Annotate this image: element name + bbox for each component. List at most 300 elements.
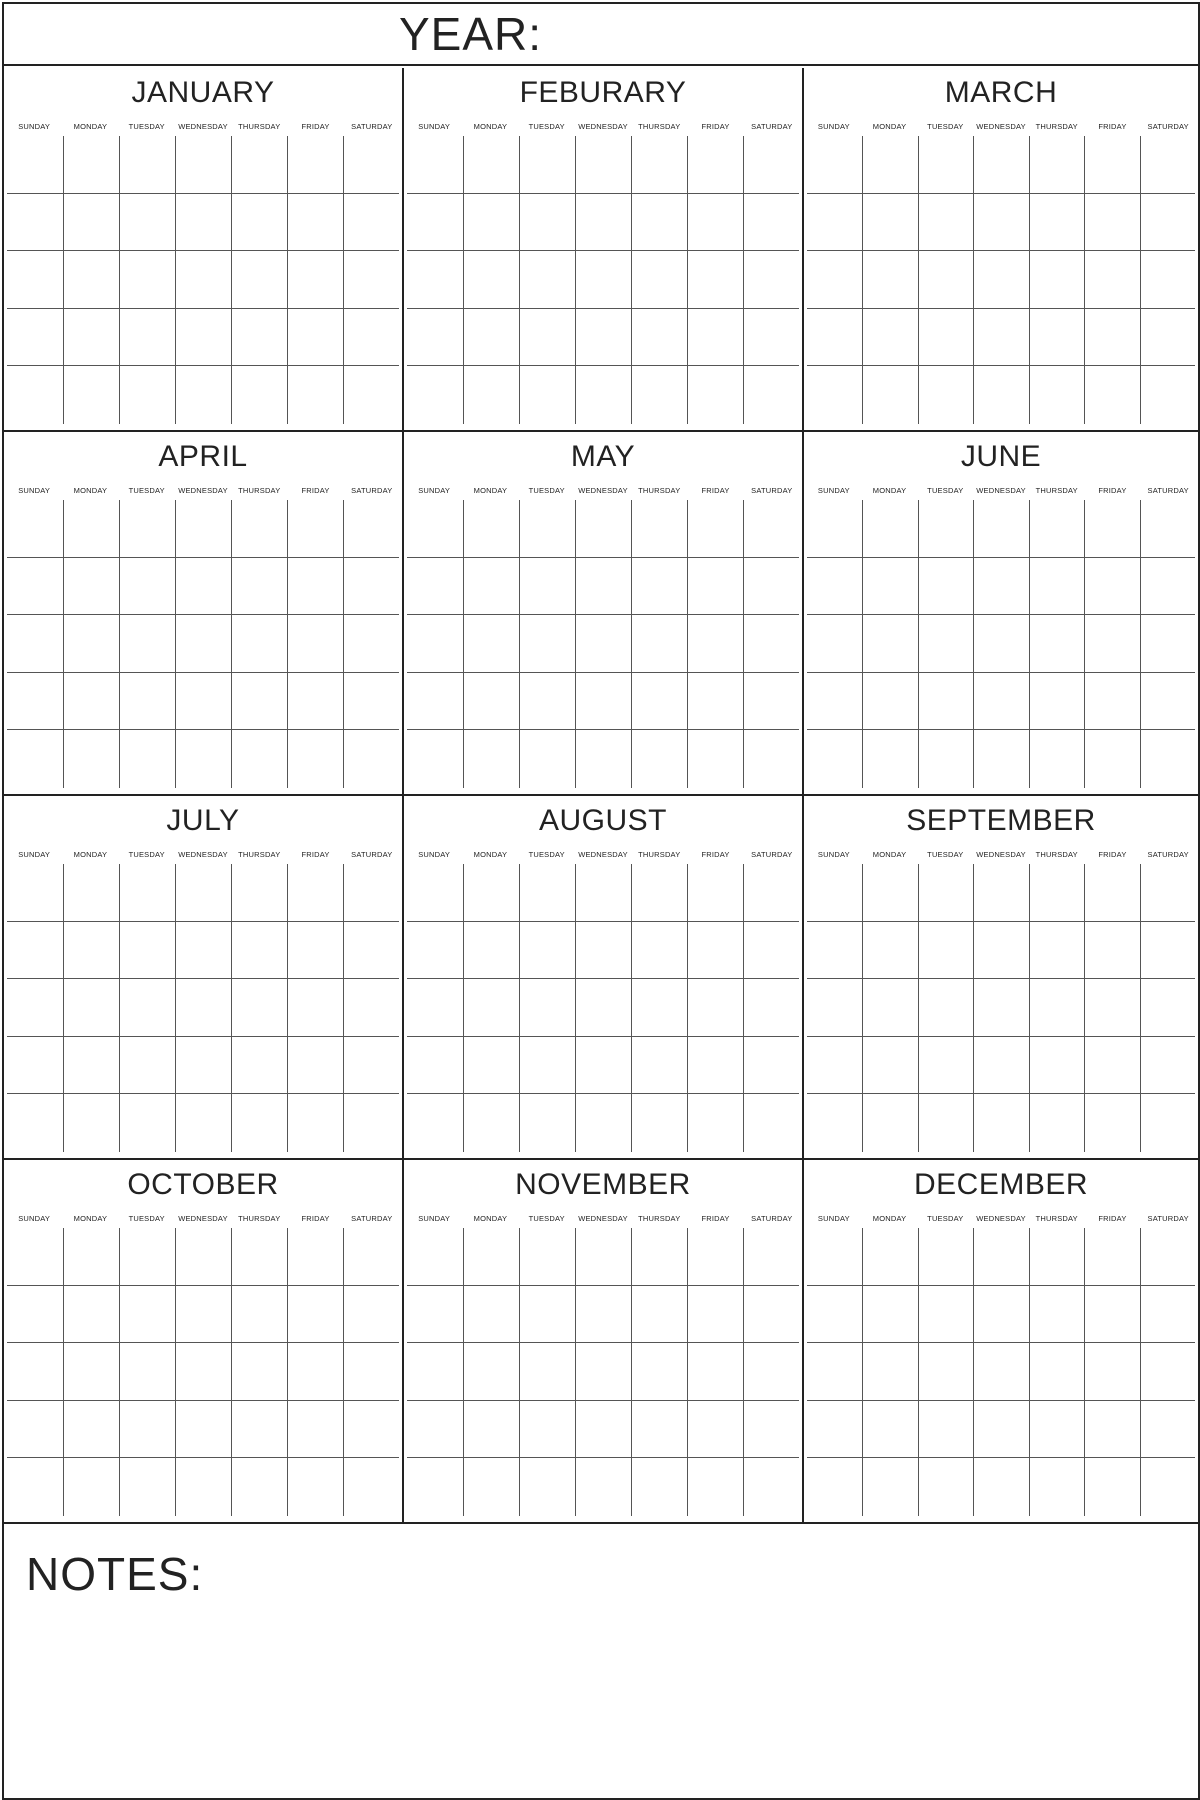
day-cell[interactable]	[7, 251, 63, 309]
day-cell[interactable]	[1140, 1037, 1195, 1095]
day-cell[interactable]	[631, 1228, 687, 1286]
day-cell[interactable]	[63, 194, 119, 252]
day-cell[interactable]	[1029, 673, 1084, 731]
day-cell[interactable]	[175, 366, 231, 424]
day-cell[interactable]	[7, 1037, 63, 1095]
day-cell[interactable]	[575, 979, 631, 1037]
day-cell[interactable]	[343, 500, 399, 558]
day-cell[interactable]	[343, 1037, 399, 1095]
day-cell[interactable]	[631, 136, 687, 194]
day-cell[interactable]	[1140, 558, 1195, 616]
day-cell[interactable]	[862, 1458, 917, 1516]
day-cell[interactable]	[743, 979, 799, 1037]
day-cell[interactable]	[918, 1094, 973, 1152]
day-cell[interactable]	[631, 1286, 687, 1344]
day-cell[interactable]	[407, 309, 463, 367]
day-cell[interactable]	[407, 366, 463, 424]
day-cell[interactable]	[973, 1343, 1028, 1401]
day-cell[interactable]	[1084, 558, 1139, 616]
day-cell[interactable]	[63, 366, 119, 424]
day-cell[interactable]	[7, 1401, 63, 1459]
day-cell[interactable]	[287, 864, 343, 922]
day-cell[interactable]	[1084, 1401, 1139, 1459]
day-cell[interactable]	[862, 979, 917, 1037]
day-cell[interactable]	[287, 922, 343, 980]
day-cell[interactable]	[463, 864, 519, 922]
day-cell[interactable]	[631, 979, 687, 1037]
day-cell[interactable]	[463, 1286, 519, 1344]
day-cell[interactable]	[743, 251, 799, 309]
day-cell[interactable]	[519, 1286, 575, 1344]
day-cell[interactable]	[231, 251, 287, 309]
day-cell[interactable]	[7, 1228, 63, 1286]
day-cell[interactable]	[1140, 500, 1195, 558]
day-cell[interactable]	[918, 500, 973, 558]
day-cell[interactable]	[343, 1286, 399, 1344]
day-cell[interactable]	[63, 673, 119, 731]
day-cell[interactable]	[63, 1401, 119, 1459]
day-cell[interactable]	[631, 1037, 687, 1095]
day-cell[interactable]	[175, 1228, 231, 1286]
day-cell[interactable]	[519, 251, 575, 309]
day-cell[interactable]	[519, 1343, 575, 1401]
day-cell[interactable]	[175, 864, 231, 922]
day-cell[interactable]	[575, 500, 631, 558]
day-cell[interactable]	[1084, 1037, 1139, 1095]
day-cell[interactable]	[287, 1286, 343, 1344]
day-cell[interactable]	[807, 673, 862, 731]
day-cell[interactable]	[631, 309, 687, 367]
day-cell[interactable]	[463, 1343, 519, 1401]
day-cell[interactable]	[575, 1228, 631, 1286]
day-cell[interactable]	[63, 500, 119, 558]
day-cell[interactable]	[807, 730, 862, 788]
day-cell[interactable]	[119, 558, 175, 616]
day-cell[interactable]	[1140, 309, 1195, 367]
day-cell[interactable]	[463, 558, 519, 616]
day-cell[interactable]	[687, 730, 743, 788]
day-cell[interactable]	[343, 309, 399, 367]
day-cell[interactable]	[1084, 730, 1139, 788]
day-cell[interactable]	[63, 1458, 119, 1516]
day-cell[interactable]	[519, 922, 575, 980]
day-cell[interactable]	[687, 864, 743, 922]
day-cell[interactable]	[631, 251, 687, 309]
day-cell[interactable]	[743, 1343, 799, 1401]
day-cell[interactable]	[407, 1401, 463, 1459]
day-cell[interactable]	[519, 1228, 575, 1286]
day-cell[interactable]	[175, 1094, 231, 1152]
day-cell[interactable]	[918, 615, 973, 673]
day-cell[interactable]	[1140, 1458, 1195, 1516]
day-cell[interactable]	[1084, 673, 1139, 731]
day-cell[interactable]	[687, 1094, 743, 1152]
day-cell[interactable]	[463, 500, 519, 558]
day-cell[interactable]	[862, 309, 917, 367]
day-cell[interactable]	[918, 136, 973, 194]
day-cell[interactable]	[343, 1401, 399, 1459]
day-cell[interactable]	[63, 251, 119, 309]
day-cell[interactable]	[1140, 136, 1195, 194]
day-cell[interactable]	[63, 1343, 119, 1401]
day-cell[interactable]	[63, 309, 119, 367]
day-cell[interactable]	[807, 309, 862, 367]
day-cell[interactable]	[231, 922, 287, 980]
day-cell[interactable]	[687, 979, 743, 1037]
day-cell[interactable]	[63, 979, 119, 1037]
day-cell[interactable]	[7, 1458, 63, 1516]
day-cell[interactable]	[407, 615, 463, 673]
day-cell[interactable]	[631, 673, 687, 731]
day-cell[interactable]	[631, 1401, 687, 1459]
day-cell[interactable]	[918, 922, 973, 980]
day-cell[interactable]	[175, 1458, 231, 1516]
day-cell[interactable]	[463, 673, 519, 731]
day-cell[interactable]	[862, 136, 917, 194]
day-cell[interactable]	[175, 1286, 231, 1344]
day-cell[interactable]	[807, 1286, 862, 1344]
day-cell[interactable]	[807, 922, 862, 980]
day-cell[interactable]	[1029, 1401, 1084, 1459]
day-cell[interactable]	[918, 1286, 973, 1344]
day-cell[interactable]	[343, 194, 399, 252]
day-cell[interactable]	[287, 309, 343, 367]
day-cell[interactable]	[1084, 615, 1139, 673]
day-cell[interactable]	[63, 1228, 119, 1286]
day-cell[interactable]	[918, 558, 973, 616]
day-cell[interactable]	[519, 979, 575, 1037]
day-cell[interactable]	[231, 615, 287, 673]
day-cell[interactable]	[743, 1094, 799, 1152]
day-cell[interactable]	[119, 194, 175, 252]
day-cell[interactable]	[175, 194, 231, 252]
day-cell[interactable]	[862, 1401, 917, 1459]
day-cell[interactable]	[519, 558, 575, 616]
day-cell[interactable]	[175, 673, 231, 731]
day-cell[interactable]	[119, 1458, 175, 1516]
day-cell[interactable]	[862, 558, 917, 616]
day-cell[interactable]	[407, 1343, 463, 1401]
day-cell[interactable]	[973, 1228, 1028, 1286]
day-cell[interactable]	[343, 1228, 399, 1286]
day-cell[interactable]	[119, 251, 175, 309]
day-cell[interactable]	[918, 1343, 973, 1401]
day-cell[interactable]	[119, 136, 175, 194]
day-cell[interactable]	[343, 1343, 399, 1401]
day-cell[interactable]	[575, 251, 631, 309]
day-cell[interactable]	[119, 1228, 175, 1286]
day-cell[interactable]	[1084, 1094, 1139, 1152]
day-cell[interactable]	[1084, 194, 1139, 252]
day-cell[interactable]	[575, 1286, 631, 1344]
day-cell[interactable]	[687, 922, 743, 980]
day-cell[interactable]	[918, 1037, 973, 1095]
day-cell[interactable]	[519, 136, 575, 194]
day-cell[interactable]	[407, 673, 463, 731]
day-cell[interactable]	[862, 194, 917, 252]
day-cell[interactable]	[63, 1037, 119, 1095]
day-cell[interactable]	[231, 730, 287, 788]
day-cell[interactable]	[407, 1458, 463, 1516]
day-cell[interactable]	[463, 615, 519, 673]
day-cell[interactable]	[287, 979, 343, 1037]
day-cell[interactable]	[231, 1286, 287, 1344]
day-cell[interactable]	[7, 136, 63, 194]
day-cell[interactable]	[918, 673, 973, 731]
day-cell[interactable]	[119, 922, 175, 980]
day-cell[interactable]	[407, 922, 463, 980]
day-cell[interactable]	[1140, 979, 1195, 1037]
day-cell[interactable]	[7, 1286, 63, 1344]
day-cell[interactable]	[862, 1094, 917, 1152]
day-cell[interactable]	[343, 864, 399, 922]
day-cell[interactable]	[175, 1343, 231, 1401]
day-cell[interactable]	[743, 1037, 799, 1095]
day-cell[interactable]	[63, 922, 119, 980]
day-cell[interactable]	[343, 922, 399, 980]
day-cell[interactable]	[743, 194, 799, 252]
day-cell[interactable]	[918, 1401, 973, 1459]
day-cell[interactable]	[119, 1094, 175, 1152]
day-cell[interactable]	[63, 136, 119, 194]
day-cell[interactable]	[631, 922, 687, 980]
day-cell[interactable]	[231, 1094, 287, 1152]
day-cell[interactable]	[463, 730, 519, 788]
day-cell[interactable]	[743, 366, 799, 424]
day-cell[interactable]	[687, 558, 743, 616]
day-cell[interactable]	[575, 1037, 631, 1095]
day-cell[interactable]	[862, 730, 917, 788]
day-cell[interactable]	[687, 1286, 743, 1344]
day-cell[interactable]	[7, 500, 63, 558]
day-cell[interactable]	[407, 1228, 463, 1286]
day-cell[interactable]	[287, 251, 343, 309]
day-cell[interactable]	[687, 500, 743, 558]
day-cell[interactable]	[918, 366, 973, 424]
day-cell[interactable]	[862, 1228, 917, 1286]
day-cell[interactable]	[807, 194, 862, 252]
day-cell[interactable]	[407, 730, 463, 788]
day-cell[interactable]	[1029, 864, 1084, 922]
day-cell[interactable]	[973, 309, 1028, 367]
day-cell[interactable]	[1029, 922, 1084, 980]
day-cell[interactable]	[175, 730, 231, 788]
day-cell[interactable]	[343, 673, 399, 731]
day-cell[interactable]	[575, 309, 631, 367]
day-cell[interactable]	[231, 500, 287, 558]
day-cell[interactable]	[973, 979, 1028, 1037]
day-cell[interactable]	[407, 136, 463, 194]
day-cell[interactable]	[687, 251, 743, 309]
day-cell[interactable]	[862, 251, 917, 309]
day-cell[interactable]	[807, 1343, 862, 1401]
day-cell[interactable]	[343, 251, 399, 309]
day-cell[interactable]	[1140, 1228, 1195, 1286]
day-cell[interactable]	[119, 615, 175, 673]
day-cell[interactable]	[687, 1401, 743, 1459]
day-cell[interactable]	[287, 1343, 343, 1401]
day-cell[interactable]	[1084, 1343, 1139, 1401]
day-cell[interactable]	[575, 1458, 631, 1516]
day-cell[interactable]	[287, 1458, 343, 1516]
day-cell[interactable]	[1084, 864, 1139, 922]
day-cell[interactable]	[807, 1037, 862, 1095]
day-cell[interactable]	[973, 251, 1028, 309]
day-cell[interactable]	[463, 979, 519, 1037]
day-cell[interactable]	[631, 1458, 687, 1516]
day-cell[interactable]	[519, 1401, 575, 1459]
day-cell[interactable]	[918, 309, 973, 367]
day-cell[interactable]	[743, 1286, 799, 1344]
day-cell[interactable]	[7, 864, 63, 922]
day-cell[interactable]	[1029, 251, 1084, 309]
day-cell[interactable]	[175, 922, 231, 980]
day-cell[interactable]	[287, 194, 343, 252]
day-cell[interactable]	[519, 673, 575, 731]
day-cell[interactable]	[1084, 500, 1139, 558]
day-cell[interactable]	[1140, 366, 1195, 424]
day-cell[interactable]	[463, 1094, 519, 1152]
day-cell[interactable]	[687, 615, 743, 673]
day-cell[interactable]	[287, 136, 343, 194]
day-cell[interactable]	[407, 1286, 463, 1344]
day-cell[interactable]	[1029, 730, 1084, 788]
day-cell[interactable]	[1084, 251, 1139, 309]
day-cell[interactable]	[575, 673, 631, 731]
day-cell[interactable]	[807, 366, 862, 424]
notes-section[interactable]	[4, 1524, 1198, 1798]
day-cell[interactable]	[63, 1286, 119, 1344]
day-cell[interactable]	[407, 558, 463, 616]
day-cell[interactable]	[631, 1094, 687, 1152]
day-cell[interactable]	[973, 194, 1028, 252]
day-cell[interactable]	[973, 730, 1028, 788]
day-cell[interactable]	[175, 500, 231, 558]
day-cell[interactable]	[519, 730, 575, 788]
day-cell[interactable]	[63, 558, 119, 616]
day-cell[interactable]	[807, 864, 862, 922]
day-cell[interactable]	[407, 194, 463, 252]
day-cell[interactable]	[1029, 1037, 1084, 1095]
day-cell[interactable]	[743, 309, 799, 367]
day-cell[interactable]	[743, 1228, 799, 1286]
day-cell[interactable]	[463, 1401, 519, 1459]
day-cell[interactable]	[973, 136, 1028, 194]
day-cell[interactable]	[862, 864, 917, 922]
day-cell[interactable]	[231, 1458, 287, 1516]
day-cell[interactable]	[1140, 251, 1195, 309]
day-cell[interactable]	[1140, 673, 1195, 731]
day-cell[interactable]	[407, 1094, 463, 1152]
day-cell[interactable]	[973, 1094, 1028, 1152]
day-cell[interactable]	[231, 1343, 287, 1401]
day-cell[interactable]	[575, 1094, 631, 1152]
day-cell[interactable]	[807, 1094, 862, 1152]
day-cell[interactable]	[631, 615, 687, 673]
day-cell[interactable]	[175, 1401, 231, 1459]
day-cell[interactable]	[119, 1286, 175, 1344]
day-cell[interactable]	[973, 1286, 1028, 1344]
day-cell[interactable]	[1029, 558, 1084, 616]
day-cell[interactable]	[119, 1401, 175, 1459]
day-cell[interactable]	[918, 1458, 973, 1516]
day-cell[interactable]	[63, 1094, 119, 1152]
day-cell[interactable]	[862, 1286, 917, 1344]
day-cell[interactable]	[463, 251, 519, 309]
day-cell[interactable]	[918, 864, 973, 922]
day-cell[interactable]	[63, 864, 119, 922]
day-cell[interactable]	[287, 673, 343, 731]
day-cell[interactable]	[862, 615, 917, 673]
day-cell[interactable]	[175, 558, 231, 616]
day-cell[interactable]	[7, 922, 63, 980]
day-cell[interactable]	[575, 558, 631, 616]
day-cell[interactable]	[231, 309, 287, 367]
day-cell[interactable]	[743, 558, 799, 616]
day-cell[interactable]	[519, 500, 575, 558]
day-cell[interactable]	[119, 673, 175, 731]
day-cell[interactable]	[119, 864, 175, 922]
day-cell[interactable]	[918, 979, 973, 1037]
day-cell[interactable]	[575, 136, 631, 194]
day-cell[interactable]	[1029, 1228, 1084, 1286]
day-cell[interactable]	[407, 979, 463, 1037]
day-cell[interactable]	[1029, 1286, 1084, 1344]
day-cell[interactable]	[7, 979, 63, 1037]
day-cell[interactable]	[7, 558, 63, 616]
day-cell[interactable]	[287, 1094, 343, 1152]
day-cell[interactable]	[862, 922, 917, 980]
day-cell[interactable]	[1140, 1286, 1195, 1344]
day-cell[interactable]	[519, 1094, 575, 1152]
day-cell[interactable]	[807, 1458, 862, 1516]
day-cell[interactable]	[973, 864, 1028, 922]
day-cell[interactable]	[862, 673, 917, 731]
day-cell[interactable]	[973, 615, 1028, 673]
day-cell[interactable]	[1140, 1343, 1195, 1401]
day-cell[interactable]	[687, 1458, 743, 1516]
day-cell[interactable]	[287, 1228, 343, 1286]
day-cell[interactable]	[1084, 1458, 1139, 1516]
day-cell[interactable]	[918, 194, 973, 252]
day-cell[interactable]	[231, 366, 287, 424]
day-cell[interactable]	[231, 194, 287, 252]
day-cell[interactable]	[575, 864, 631, 922]
day-cell[interactable]	[7, 673, 63, 731]
day-cell[interactable]	[463, 136, 519, 194]
day-cell[interactable]	[519, 1037, 575, 1095]
day-cell[interactable]	[463, 309, 519, 367]
day-cell[interactable]	[631, 864, 687, 922]
day-cell[interactable]	[687, 366, 743, 424]
day-cell[interactable]	[1029, 979, 1084, 1037]
day-cell[interactable]	[1084, 1228, 1139, 1286]
day-cell[interactable]	[1029, 366, 1084, 424]
day-cell[interactable]	[743, 136, 799, 194]
day-cell[interactable]	[973, 1401, 1028, 1459]
day-cell[interactable]	[862, 1037, 917, 1095]
day-cell[interactable]	[175, 1037, 231, 1095]
day-cell[interactable]	[973, 500, 1028, 558]
day-cell[interactable]	[231, 864, 287, 922]
day-cell[interactable]	[407, 1037, 463, 1095]
day-cell[interactable]	[119, 979, 175, 1037]
day-cell[interactable]	[343, 1458, 399, 1516]
day-cell[interactable]	[1029, 194, 1084, 252]
day-cell[interactable]	[687, 136, 743, 194]
day-cell[interactable]	[343, 979, 399, 1037]
day-cell[interactable]	[463, 194, 519, 252]
